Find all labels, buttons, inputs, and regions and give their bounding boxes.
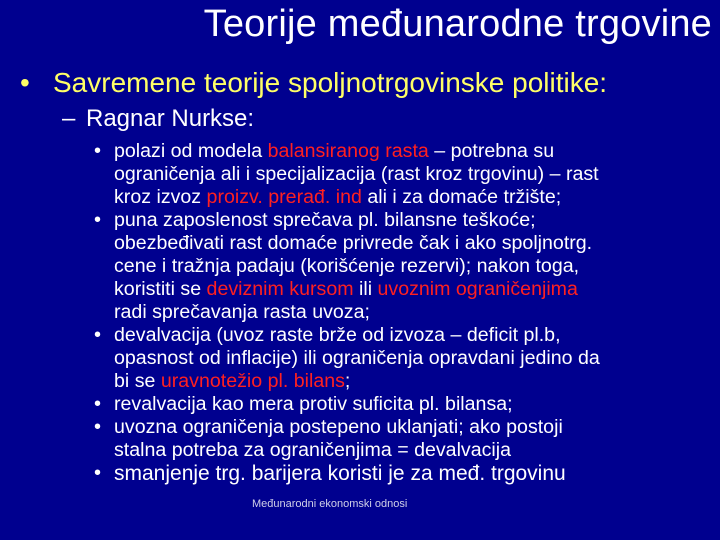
bullet-icon: •	[94, 324, 102, 346]
highlight-text: uvoznim ograničenjima	[377, 278, 578, 300]
highlight-text: proizv. prerađ. ind	[206, 186, 362, 208]
dash-icon: –	[62, 105, 76, 132]
bullet-icon: •	[94, 209, 102, 231]
list-item	[94, 324, 704, 393]
item-line: ograničenja ali i specijalizacija (rast kroz trgovinu) – rast	[114, 163, 599, 185]
list-item	[94, 209, 704, 324]
slide-footer: Međunarodni ekonomski odnosi	[252, 498, 408, 510]
item-line: cene i tražnja padaju (korišćenje rezervi); nakon toga,	[114, 255, 580, 277]
item-line: revalvacija kao mera protiv suficita pl. bilansa;	[114, 393, 513, 415]
item-line: radi sprečavanja rasta uvoza;	[114, 301, 370, 323]
slide-title: Teorije međunarodne trgovine	[203, 3, 712, 45]
list-item	[94, 416, 704, 462]
bullet-icon: •	[94, 393, 102, 415]
item-line: koristiti se deviznim kursom ili uvoznim ograničenjima	[114, 278, 578, 300]
item-line: obezbeđivati rast domaće privrede čak i ako spoljnotrg.	[114, 232, 593, 254]
item-line: opasnost od inflacije) ili ograničenja opravdani jedino da	[114, 347, 600, 369]
list-item	[94, 140, 704, 209]
bullet-icon: •	[94, 140, 102, 162]
bullet-icon: •	[94, 416, 102, 438]
bullet-icon: •	[20, 67, 30, 98]
list-item	[94, 393, 704, 416]
item-line: polazi od modela balansiranog rasta – potrebna su	[114, 140, 555, 162]
list-item	[94, 462, 704, 485]
item-line: smanjenje trg. barijera koristi je za međ. trgovinu	[114, 462, 566, 485]
item-line: puna zaposlenost sprečava pl. bilansne teškoće;	[114, 209, 536, 231]
highlight-text: deviznim kursom	[206, 278, 354, 300]
item-line: uvozna ograničenja postepeno uklanjati; ako postoji	[114, 416, 563, 438]
highlight-text: uravnotežio pl. bilans	[160, 370, 345, 392]
highlight-text: balansiranog rasta	[267, 140, 429, 162]
item-line: devalvacija (uvoz raste brže od izvoza – deficit pl.b,	[114, 324, 561, 346]
sub-heading: Ragnar Nurkse:	[86, 105, 255, 132]
item-line: kroz izvoz proizv. prerađ. ind ali i za domaće tržište;	[114, 186, 562, 208]
item-line: bi se uravnotežio pl. bilans;	[114, 370, 351, 392]
item-line: stalna potreba za ograničenjima = devalvacija	[114, 439, 512, 461]
main-heading: Savremene teorije spoljnotrgovinske politike:	[53, 67, 608, 98]
bullet-icon: •	[94, 462, 102, 484]
